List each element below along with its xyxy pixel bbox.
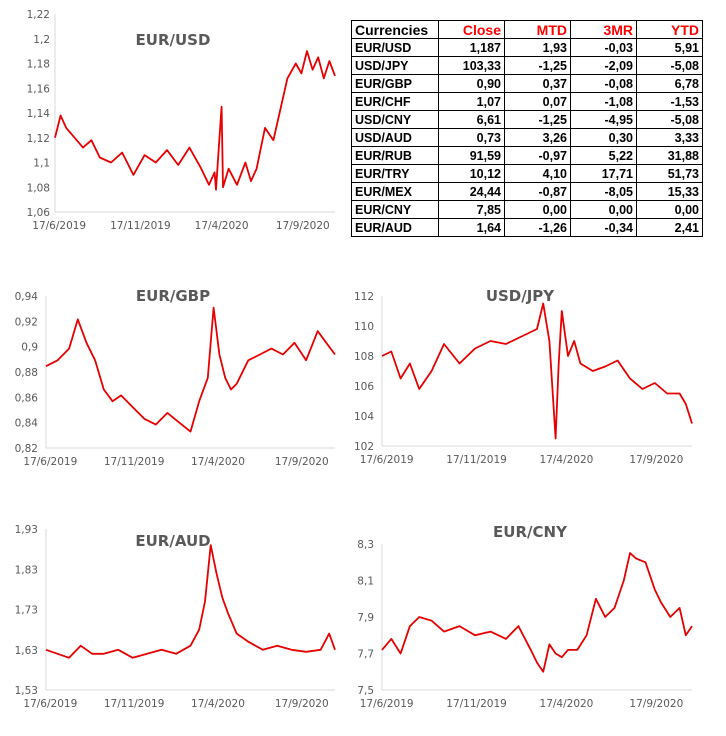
table-cell: 0,30 [571, 129, 637, 147]
y-tick-label: 112 [353, 291, 374, 303]
table-cell: 31,88 [637, 147, 703, 165]
x-tick-label: 17/11/2019 [103, 698, 165, 710]
chart-title: EUR/USD [135, 31, 211, 49]
y-tick-label: 1,06 [26, 207, 50, 219]
table-cell: 0,73 [439, 129, 505, 147]
x-tick-label: 17/6/2019 [359, 454, 414, 466]
table-cell: 0,00 [637, 201, 703, 219]
header-3mr: 3MR [571, 21, 637, 39]
table-cell: 5,91 [637, 39, 703, 57]
table-cell: 4,10 [505, 165, 571, 183]
table-cell: -2,09 [571, 57, 637, 75]
y-tick-label: 0,88 [14, 367, 38, 379]
x-tick-label: 17/4/2020 [539, 454, 594, 466]
x-tick-label: 17/6/2019 [32, 220, 87, 232]
table-cell: 0,90 [439, 75, 505, 93]
table-cell: -0,03 [571, 39, 637, 57]
table-row [352, 219, 703, 237]
x-tick-label: 17/6/2019 [23, 456, 78, 468]
table-cell: -0,97 [505, 147, 571, 165]
table-row [352, 39, 703, 57]
table-cell: 7,85 [439, 201, 505, 219]
table-cell: -0,87 [505, 183, 571, 201]
y-tick-label: 108 [353, 351, 374, 363]
currency-pair: USD/JPY [352, 57, 439, 75]
table-cell: 17,71 [571, 165, 637, 183]
currency-pair: USD/CNY [352, 111, 439, 129]
table-cell: 1,64 [439, 219, 505, 237]
x-tick-label: 17/9/2020 [274, 698, 329, 710]
table-row [352, 147, 703, 165]
y-tick-label: 7,5 [357, 685, 374, 697]
y-tick-label: 106 [353, 381, 374, 393]
table-header-row [352, 21, 703, 39]
x-tick-label: 17/6/2019 [23, 698, 78, 710]
y-tick-label: 1,2 [33, 33, 50, 46]
currency-pair: EUR/MEX [352, 183, 439, 201]
y-tick-label: 1,14 [26, 108, 50, 120]
x-tick-label: 17/9/2020 [275, 220, 330, 232]
y-tick-label: 1,53 [14, 685, 38, 697]
header-mtd: MTD [505, 21, 571, 39]
x-tick-label: 17/9/2020 [629, 698, 684, 710]
y-tick-label: 1,83 [14, 564, 38, 577]
table-cell: -0,08 [571, 75, 637, 93]
y-tick-label: 0,84 [14, 417, 38, 430]
table-cell: -1,26 [505, 219, 571, 237]
currency-pair: EUR/RUB [352, 147, 439, 165]
x-tick-label: 17/11/2019 [103, 456, 165, 468]
table-cell: -1,25 [505, 57, 571, 75]
y-tick-label: 1,12 [26, 132, 50, 145]
table-cell: -8,05 [571, 183, 637, 201]
table-cell: 3,26 [505, 129, 571, 147]
table-row [352, 57, 703, 75]
table-cell: 5,22 [571, 147, 637, 165]
table-cell: 24,44 [439, 183, 505, 201]
table-cell: 51,73 [637, 165, 703, 183]
table-row [352, 93, 703, 111]
y-tick-label: 1,18 [26, 58, 50, 71]
x-tick-label: 17/4/2020 [194, 220, 249, 232]
y-tick-label: 0,92 [14, 316, 38, 329]
chart-title: EUR/AUD [135, 532, 211, 550]
table-cell: 103,33 [439, 57, 505, 75]
table-cell: 10,12 [439, 165, 505, 183]
table-cell: 91,59 [439, 147, 505, 165]
table-body [352, 39, 703, 237]
y-tick-label: 7,9 [357, 612, 374, 624]
y-tick-label: 0,82 [14, 443, 38, 455]
chart-title: USD/JPY [485, 287, 555, 305]
currency-pair: EUR/AUD [352, 219, 439, 237]
table-cell: -1,53 [637, 93, 703, 111]
table-cell: -1,25 [505, 111, 571, 129]
x-tick-label: 17/11/2019 [446, 698, 507, 710]
table-row [352, 183, 703, 201]
y-tick-label: 0,9 [21, 341, 38, 354]
table-row [352, 111, 703, 129]
table-cell: 6,78 [637, 75, 703, 93]
chart-title: EUR/CNY [493, 523, 567, 541]
currency-pair: EUR/CNY [352, 201, 439, 219]
currency-pair: EUR/USD [352, 39, 439, 57]
table-cell: 1,187 [439, 39, 505, 57]
y-tick-label: 7,7 [357, 648, 374, 661]
y-tick-label: 1,93 [14, 524, 38, 536]
currency-pair: USD/AUD [352, 129, 439, 147]
table-cell: 0,07 [505, 93, 571, 111]
table-row [352, 129, 703, 147]
currency-pair: EUR/TRY [352, 165, 439, 183]
table-cell: -4,95 [571, 111, 637, 129]
table-cell: 2,41 [637, 219, 703, 237]
table-title: Currencies [352, 21, 439, 39]
x-tick-label: 17/4/2020 [191, 456, 245, 468]
header-ytd: YTD [637, 21, 703, 39]
x-tick-label: 17/11/2019 [446, 454, 507, 466]
y-tick-label: 8,1 [357, 575, 374, 588]
table-cell: 0,00 [571, 201, 637, 219]
table-cell: 1,93 [505, 39, 571, 57]
y-tick-label: 8,3 [357, 539, 374, 551]
y-tick-label: 0,94 [14, 291, 38, 303]
y-tick-label: 110 [353, 321, 374, 333]
table-cell: -0,34 [571, 219, 637, 237]
series-line [382, 553, 692, 672]
x-tick-label: 17/9/2020 [274, 456, 329, 468]
x-tick-label: 17/11/2019 [110, 220, 171, 232]
y-tick-label: 1,73 [14, 604, 38, 617]
y-tick-label: 1,1 [33, 157, 50, 170]
x-tick-label: 17/4/2020 [191, 698, 245, 710]
table-row [352, 201, 703, 219]
table-cell: 6,61 [439, 111, 505, 129]
x-tick-label: 17/9/2020 [629, 454, 684, 466]
y-tick-label: 1,16 [26, 83, 50, 96]
table-cell: 0,37 [505, 75, 571, 93]
table-cell: -1,08 [571, 93, 637, 111]
x-tick-label: 17/4/2020 [539, 698, 594, 710]
currencies-table [351, 20, 703, 237]
header-close: Close [439, 21, 505, 39]
currency-pair: EUR/CHF [352, 93, 439, 111]
table-cell: 0,00 [505, 201, 571, 219]
table-row [352, 75, 703, 93]
y-tick-label: 1,63 [14, 644, 38, 657]
table-row [352, 165, 703, 183]
y-tick-label: 102 [353, 441, 374, 453]
chart-title: EUR/GBP [135, 287, 211, 305]
y-tick-label: 1,22 [26, 9, 50, 21]
table-cell: 15,33 [637, 183, 703, 201]
x-tick-label: 17/6/2019 [359, 698, 414, 710]
table-cell: 1,07 [439, 93, 505, 111]
currency-pair: EUR/GBP [352, 75, 439, 93]
y-tick-label: 104 [353, 411, 374, 423]
table-cell: 3,33 [637, 129, 703, 147]
table-cell: -5,08 [637, 111, 703, 129]
y-tick-label: 1,08 [26, 182, 50, 195]
y-tick-label: 0,86 [14, 392, 38, 405]
table-cell: -5,08 [637, 57, 703, 75]
